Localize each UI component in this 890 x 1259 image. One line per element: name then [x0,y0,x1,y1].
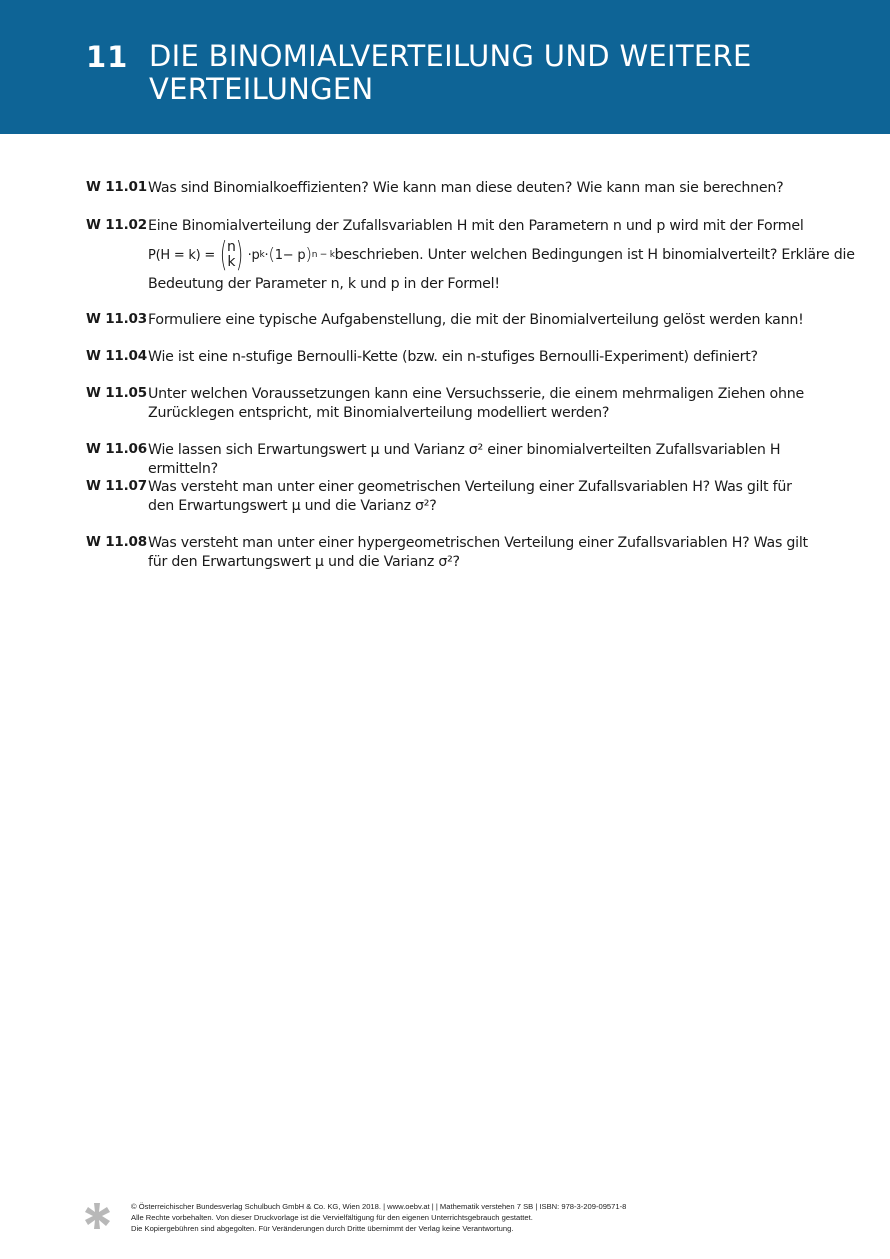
task-text-line2: beschrieben. Unter welchen Bedingungen ist H binomialverteilt? Erkläre die [334,246,855,263]
task-text: Was versteht man unter einer hypergeometrischen Verteilung einer Zufallsvariablen H? Was gilt für den Erwartungswert μ und die Varianz σ²? [148,535,808,570]
binom-top: n [226,239,236,255]
footer-line1: © Österreichischer Bundesverlag Schulbuch GmbH & Co. KG, Wien 2018. | www.oebv.at | | Mathematik verstehen 7 SB | ISBN: 978-3-209-09571-8 [131,1202,627,1211]
chapter-header [0,0,890,134]
formula-term: 1− p [274,247,306,263]
task-id: W 11.07 [86,478,147,494]
chapter-title [149,40,752,106]
formula-dot: · [247,247,252,263]
oebv-logo-icon [84,1201,112,1231]
task-id: W 11.08 [86,534,147,550]
formula-p: p [251,247,260,263]
footer-copyright [131,1201,626,1234]
term-right-paren: ) [305,244,312,265]
right-paren: ) [235,235,243,275]
task-text-line3: Bedeutung der Parameter n, k und p in der Formel! [148,276,500,292]
task-id: W 11.05 [86,385,147,401]
task-text: Was sind Binomialkoeffizienten? Wie kann man diese deuten? Wie kann man sie berechnen? [148,180,784,196]
task-id: W 11.03 [86,311,147,327]
task-text [148,217,855,294]
binomial-formula [148,235,335,275]
formula-dot: · [264,247,269,263]
formula-term-exponent: n − k [311,249,335,260]
task-text: Wie ist eine n-stufige Bernoulli-Kette (bzw. ein n-stufiges Bernoulli-Experiment) definiert? [148,349,758,365]
task-text-line1: Eine Binomialverteilung der Zufallsvariablen H mit den Parametern n und p wird mit der Formel [148,218,804,234]
task-text: Unter welchen Voraussetzungen kann eine Versuchsserie, die einem mehrmaligen Ziehen ohne Zurücklegen entspricht, mit Binomialverteilung modelliert werden? [148,386,804,421]
task-id: W 11.06 [86,441,147,457]
formula-lhs: P(H = k) = [148,247,215,263]
chapter-number: 11 [86,40,129,74]
chapter-title-line1: DIE BINOMIALVERTEILUNG UND WEITERE [149,39,752,73]
task-text: Wie lassen sich Erwartungswert μ und Varianz σ² einer binomialverteilten Zufallsvariablen H ermitteln? [148,442,781,477]
binomial-coefficient [217,235,246,275]
task-text: Was versteht man unter einer geometrischen Verteilung einer Zufallsvariablen H? Was gilt für den Erwartungswert μ und die Varianz σ²? [148,479,792,514]
formula-p-exponent: k [259,249,265,260]
chapter-title-line2: VERTEILUNGEN [149,72,374,106]
task-id: W 11.04 [86,348,147,364]
footer-line2: Alle Rechte vorbehalten. Von dieser Druckvorlage ist die Vervielfältigung für den eigenen Unterrichtsgebrauch gestattet. [131,1213,533,1222]
task-id: W 11.01 [86,179,147,195]
task-id: W 11.02 [86,217,147,233]
footer-line3: Die Kopiergebühren sind abgegolten. Für Veränderungen durch Dritte übernimmt der Verlag keine Verantwortung. [131,1224,514,1233]
binom-bottom: k [227,254,236,270]
task-text: Formuliere eine typische Aufgabenstellung, die mit der Binomialverteilung gelöst werden kann! [148,312,804,328]
left-paren: ( [219,235,228,275]
formula-line [148,235,855,275]
term-left-paren: ( [268,244,275,265]
